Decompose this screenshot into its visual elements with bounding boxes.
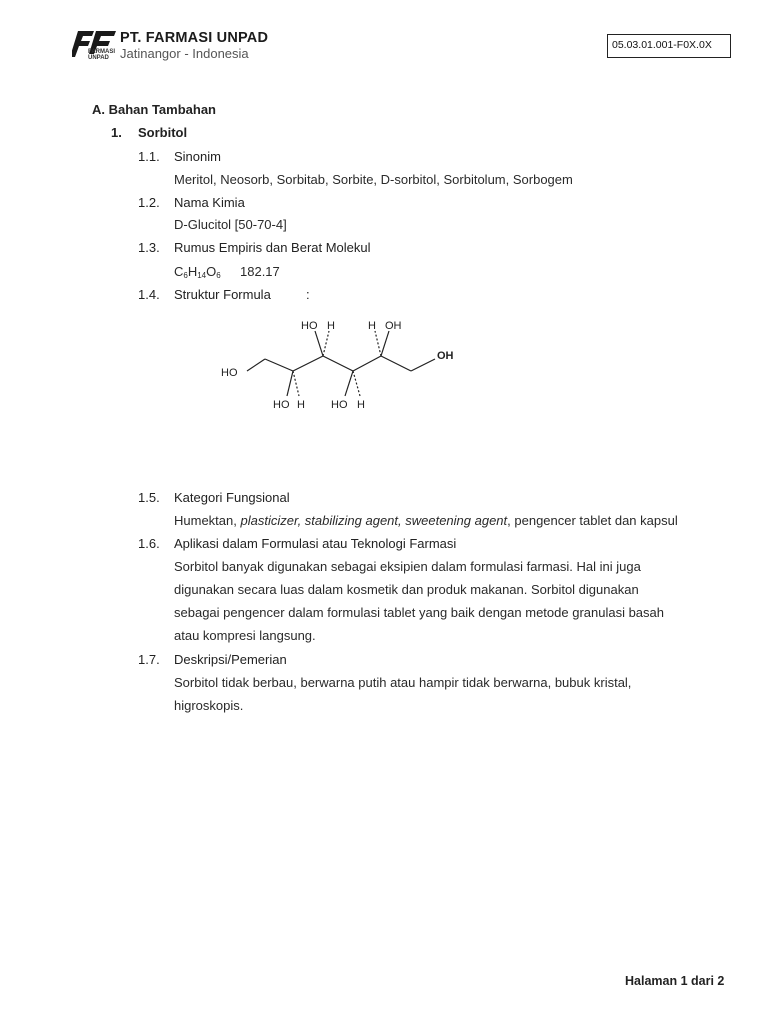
top2-oh-label: OH bbox=[385, 320, 402, 332]
oh-right-label: OH bbox=[437, 350, 454, 362]
empirical-formula: $C_6H_{14}O_6$ bbox=[174, 264, 221, 280]
subsection-title: Rumus Empiris dan Berat Molekul bbox=[174, 240, 371, 255]
subsection-number: 1.4. bbox=[138, 287, 160, 302]
bot2-h-label: H bbox=[357, 399, 365, 411]
subsection-body: D-Glucitol [50-70-4] bbox=[174, 217, 287, 232]
top2-h-label: H bbox=[368, 320, 376, 332]
item-title: Sorbitol bbox=[138, 125, 188, 140]
paragraph-line: atau kompresi langsung. bbox=[174, 628, 316, 643]
colon: : bbox=[306, 287, 310, 302]
subsection-title: Deskripsi/Pemerian bbox=[174, 652, 287, 667]
subsection-number: 1.1. bbox=[138, 149, 160, 164]
sorbitol-structure-diagram bbox=[215, 314, 465, 414]
bot1-oh-label: HO bbox=[273, 399, 290, 411]
paragraph-line: Sorbitol banyak digunakan sebagai eksipien dalam formulasi farmasi. Hal ini juga bbox=[174, 559, 641, 574]
section-heading: A. Bahan Tambahan bbox=[92, 102, 217, 117]
ho-left-label: HO bbox=[221, 367, 238, 379]
subsection-number: 1.7. bbox=[138, 652, 160, 667]
page-number: Halaman 1 dari 2 bbox=[625, 974, 725, 988]
molecular-weight: 182.17 bbox=[240, 264, 280, 279]
subsection-number: 1.2. bbox=[138, 195, 160, 210]
paragraph-line: digunakan secara luas dalam kosmetik dan produk makanan. Sorbitol digunakan bbox=[174, 582, 639, 597]
top1-oh-label: HO bbox=[301, 320, 318, 332]
document-code-box: 05.03.01.001-F0X.0X bbox=[607, 34, 731, 58]
subsection-number: 1.5. bbox=[138, 490, 160, 505]
item-number: 1. bbox=[111, 125, 122, 140]
subsection-title: Kategori Fungsional bbox=[174, 490, 290, 505]
subsection-title: Aplikasi dalam Formulasi atau Teknologi Farmasi bbox=[174, 536, 457, 551]
company-name: PT. FARMASI UNPAD bbox=[120, 30, 269, 46]
subsection-body: Humektan, plasticizer, stabilizing agent, sweetening agent, pengencer tablet dan kapsul bbox=[174, 513, 678, 528]
subsection-body: Meritol, Neosorb, Sorbitab, Sorbite, D-sorbitol, Sorbitolum, Sorbogem bbox=[174, 172, 573, 187]
paragraph-line: higroskopis. bbox=[174, 698, 244, 713]
subsection-title: Struktur Formula bbox=[174, 287, 271, 302]
subsection-title: Sinonim bbox=[174, 149, 221, 164]
bot2-oh-label: HO bbox=[331, 399, 348, 411]
company-location: Jatinangor - Indonesia bbox=[120, 46, 249, 61]
bot1-h-label: H bbox=[297, 399, 305, 411]
top1-h-label: H bbox=[327, 320, 335, 332]
subsection-number: 1.3. bbox=[138, 240, 160, 255]
logo-subtext: FARMASI UNPAD bbox=[88, 49, 115, 61]
paragraph-line: sebagai pengencer dalam formulasi tablet yang baik dengan metode granulasi basah bbox=[174, 605, 664, 620]
paragraph-line: Sorbitol tidak berbau, berwarna putih atau hampir tidak berwarna, bubuk kristal, bbox=[174, 675, 632, 690]
subsection-title: Nama Kimia bbox=[174, 195, 245, 210]
subsection-number: 1.6. bbox=[138, 536, 160, 551]
